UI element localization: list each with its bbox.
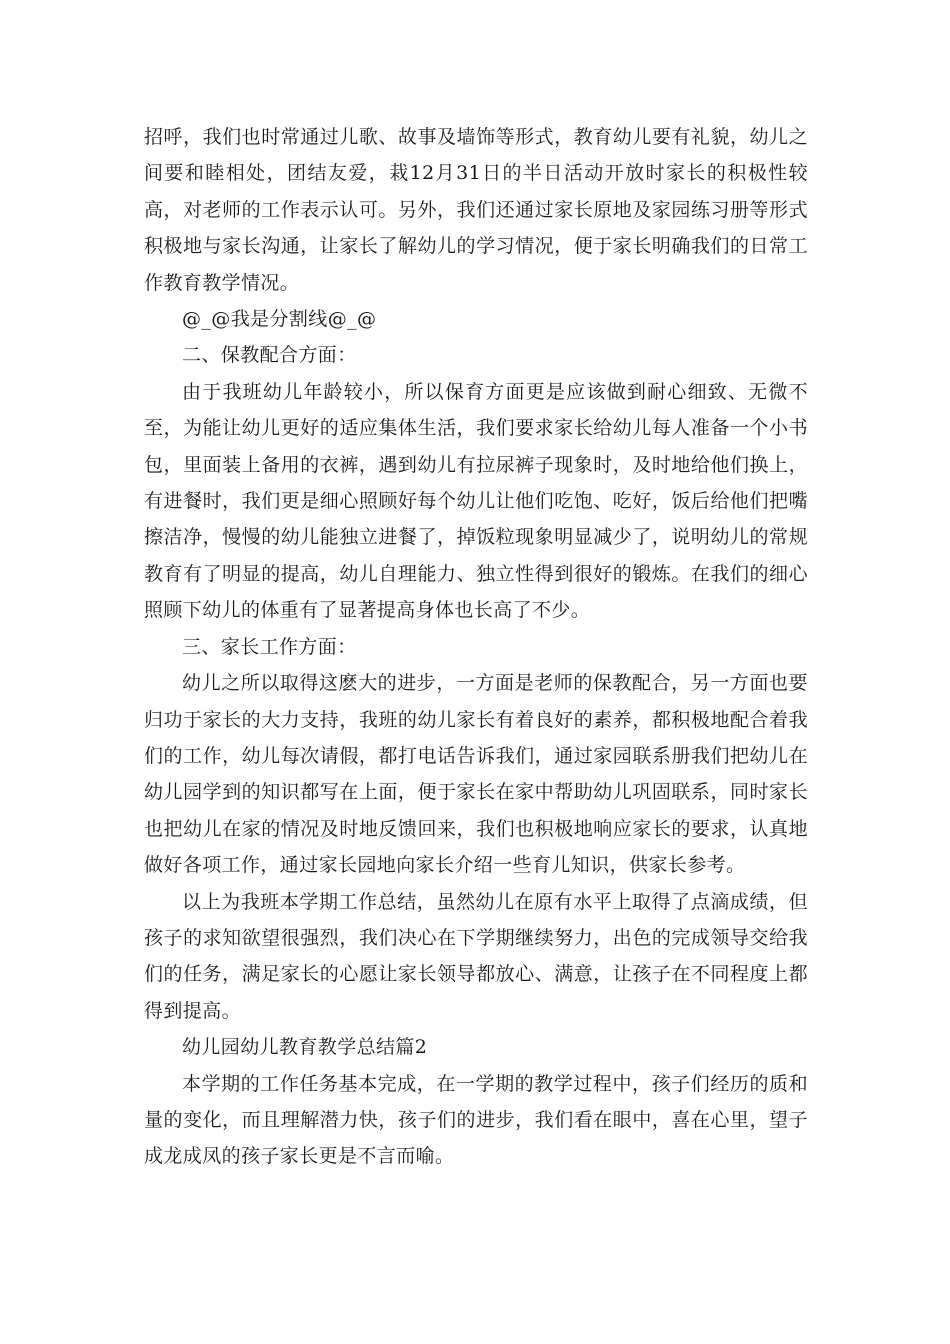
paragraph-greeting-continuation: 招呼，我们也时常通过儿歌、故事及墙饰等形式，教育幼儿要有礼貌，幼儿之间要和睦相处，团结友爱，栽12月31日的半日活动开放时家长的积极性较高，对老师的工作表示认可。另外，我们还通过家长原地及家园练习册等形式积极地与家长沟通，让家长了解幼儿的学习情况，便于家长明确我们的日常工作教育教学情况。 [144,126,808,294]
paragraph-parent-work: 幼儿之所以取得这麽大的进步，一方面是老师的保教配合，另一方面也要归功于家长的大力支持，我班的幼儿家长有着良好的素养，都积极地配合着我们的工作，幼儿每次请假，都打电话告诉我们，通过家园联系册我们把幼儿在幼儿园学到的知识都写在上面，便于家长在家中帮助幼儿巩固联系，同时家长也把幼儿在家的情况及时地反馈回来，我们也积极地响应家长的要求，认真地做好各项工作，通过家长园地向家长介绍一些育儿知识，供家长参考。 [144,672,808,877]
paragraph-summary: 以上为我班本学期工作总结，虽然幼儿在原有水平上取得了点滴成绩，但孩子的求知欲望很强烈，我们决心在下学期继续努力，出色的完成领导交给我们的任务，满足家长的心愿让家长领导都放心、满意，让孩子在不同程度上都得到提高。 [144,890,808,1022]
paragraph-care-education: 由于我班幼儿年龄较小，所以保育方面更是应该做到耐心细致、无微不至，为能让幼儿更好的适应集体生活，我们要求家长给幼儿每人准备一个小书包，里面装上备用的衣裤，遇到幼儿有拉尿裤子现象时，及时地给他们换上，有进餐时，我们更是细心照顾好每个幼儿让他们吃饱、吃好，饭后给他们把嘴擦洁净，慢慢的幼儿能独立进餐了，掉饭粒现象明显减少了，说明幼儿的常规教育有了明显的提高，幼儿自理能力、独立性得到很好的锻炼。在我们的细心照顾下幼儿的体重有了显著提高身体也长高了不少。 [144,380,808,622]
section-heading-care-education: 二、保教配合方面： [182,344,357,367]
document-body [144,119,808,1175]
section-heading-parent-work: 三、家长工作方面： [182,635,357,658]
article-title-part-2: 幼儿园幼儿教育教学总结篇2 [182,1036,428,1059]
divider-line: @_@我是分割线@_@ [182,308,377,331]
paragraph-part-2-intro: 本学期的工作任务基本完成，在一学期的教学过程中，孩子们经历的质和量的变化，而且理解潜力快，孩子们的进步，我们看在眼中，喜在心里，望子成龙成凤的孩子家长更是不言而喻。 [144,1072,808,1168]
